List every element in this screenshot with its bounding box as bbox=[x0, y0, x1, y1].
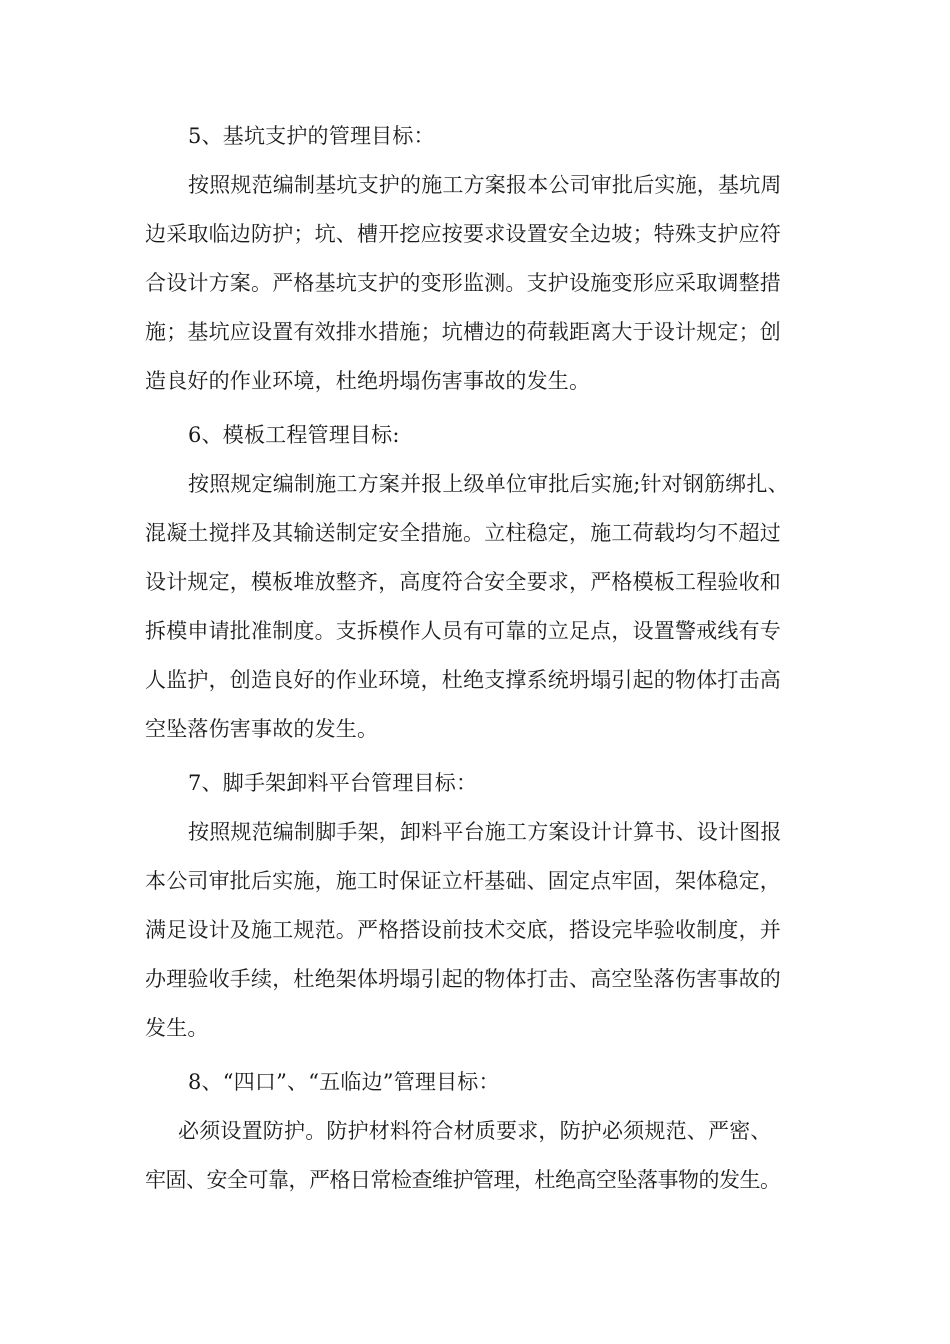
section-6-line-4: 拆模申请批准制度。支拆模作人员有可靠的立足点，设置警戒线有专 bbox=[145, 619, 781, 643]
section-6-line-2: 混凝土搅拌及其输送制定安全措施。立柱稳定，施工荷载均匀不超过 bbox=[145, 521, 781, 545]
section-8-line-2: 牢固、安全可靠，严格日常检查维护管理，杜绝高空坠落事物的发生。 bbox=[145, 1168, 781, 1192]
section-6-line-6: 空坠落伤害事故的发生。 bbox=[145, 717, 379, 741]
section-8-line-1: 必须设置防护。防护材料符合材质要求，防护必须规范、严密、 bbox=[178, 1119, 772, 1143]
section-7-line-3: 满足设计及施工规范。严格搭设前技术交底，搭设完毕验收制度，并 bbox=[145, 918, 781, 942]
section-7-line-5: 发生。 bbox=[145, 1016, 209, 1040]
section-6-line-3: 设计规定，模板堆放整齐，高度符合安全要求，严格模板工程验收和 bbox=[145, 570, 781, 594]
section-7-line-2: 本公司审批后实施，施工时保证立杆基础、固定点牢固，架体稳定， bbox=[145, 869, 781, 893]
section-5-line-5: 造良好的作业环境，杜绝坍塌伤害事故的发生。 bbox=[145, 369, 591, 393]
section-5-line-2: 边采取临边防护；坑、槽开挖应按要求设置安全边坡；特殊支护应符 bbox=[145, 222, 781, 246]
section-7-heading: 7、脚手架卸料平台管理目标： bbox=[188, 771, 478, 795]
section-5-line-1: 按照规范编制基坑支护的施工方案报本公司审批后实施，基坑周 bbox=[188, 173, 782, 197]
section-8-heading: 8、“四口”、“五临边”管理目标： bbox=[188, 1070, 500, 1094]
section-5-heading: 5、基坑支护的管理目标： bbox=[188, 124, 435, 148]
section-6-line-1: 按照规定编制施工方案并报上级单位审批后实施;针对钢筋绑扎、 bbox=[188, 472, 789, 496]
section-6-line-5: 人监护，创造良好的作业环境，杜绝支撑系统坍塌引起的物体打击高 bbox=[145, 668, 781, 692]
section-5-line-4: 施；基坑应设置有效排水措施；坑槽边的荷载距离大于设计规定；创 bbox=[145, 320, 781, 344]
section-7-line-1: 按照规范编制脚手架，卸料平台施工方案设计计算书、设计图报 bbox=[188, 820, 782, 844]
section-6-heading: 6、模板工程管理目标: bbox=[188, 423, 400, 447]
section-7-line-4: 办理验收手续，杜绝架体坍塌引起的物体打击、高空坠落伤害事故的 bbox=[145, 967, 781, 991]
section-5-line-3: 合设计方案。严格基坑支护的变形监测。支护设施变形应采取调整措 bbox=[145, 271, 781, 295]
